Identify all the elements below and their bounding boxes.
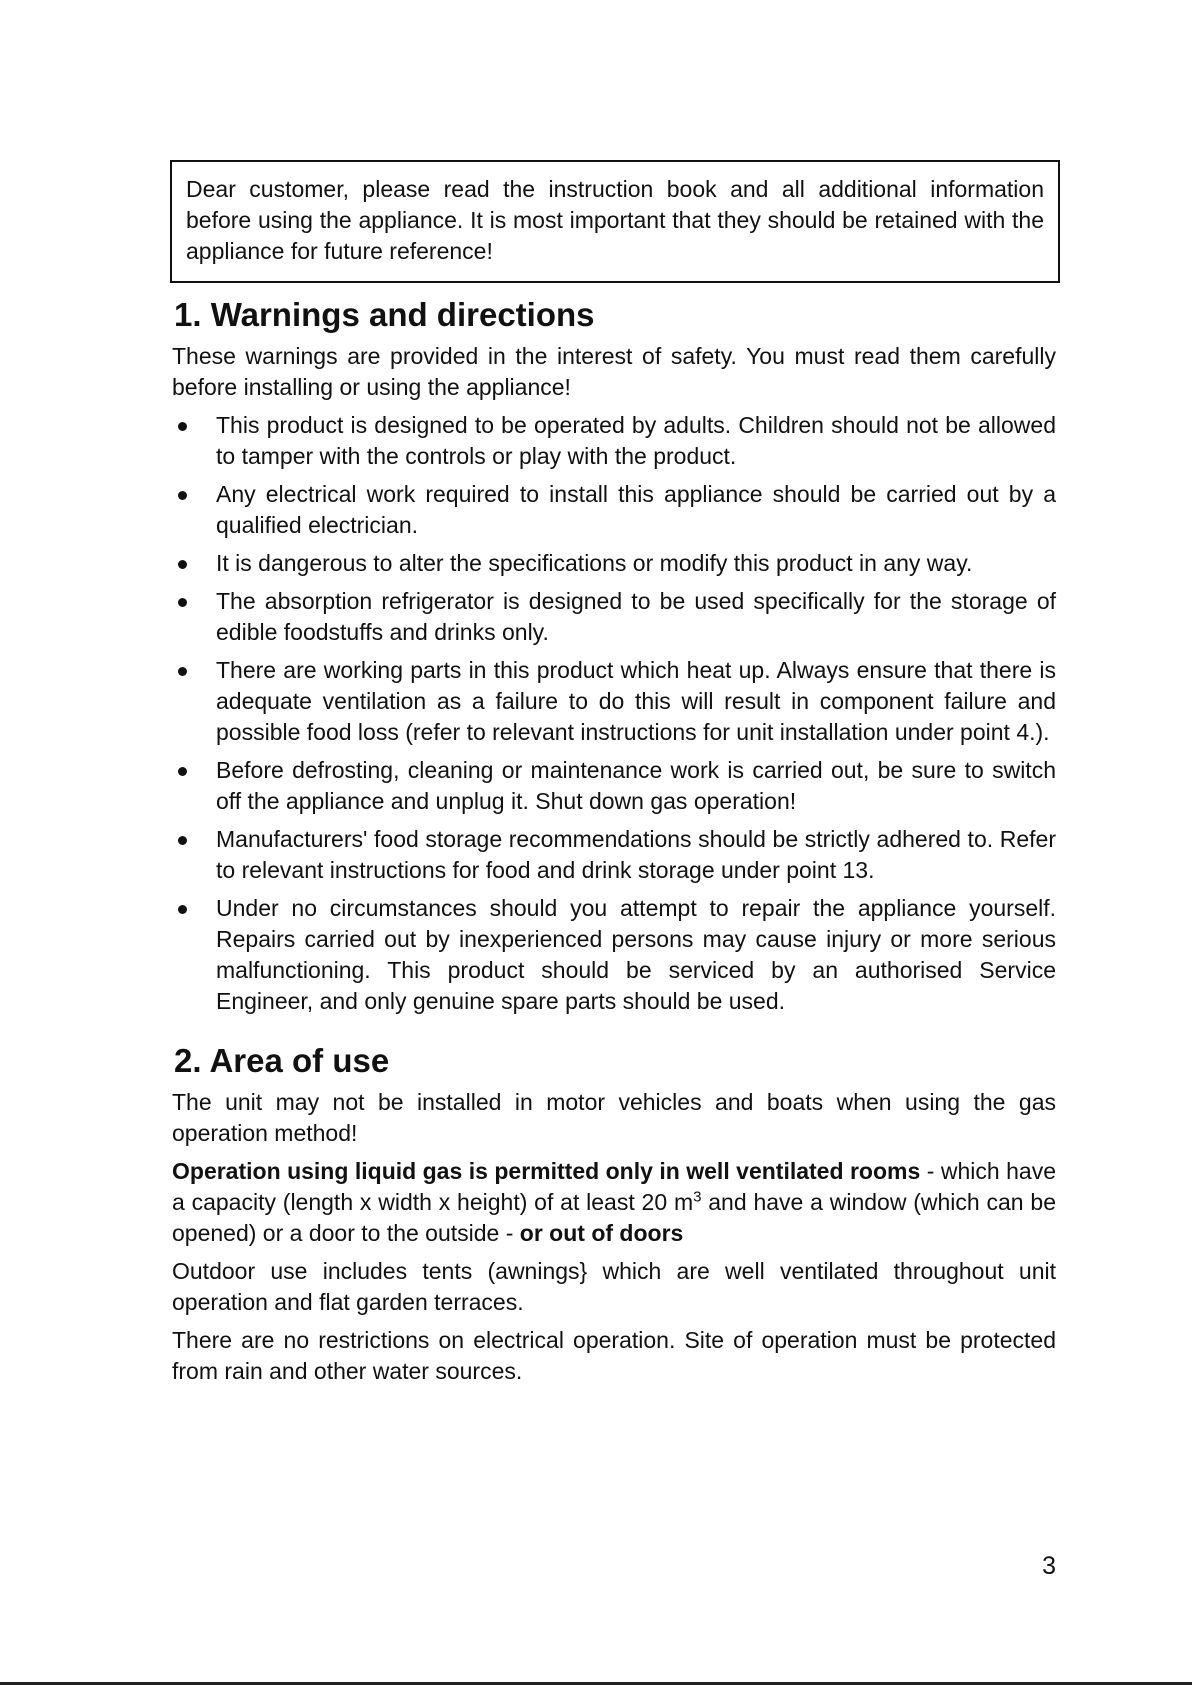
warning-item [172,586,1056,648]
window-text: and have a window (which can be opened) or a door to the outside - [172,1189,1056,1246]
cubic-superscript: 3 [693,1188,702,1206]
warning-item [172,893,1056,1017]
section2-heading: 2. Area of use [174,1042,390,1079]
warnings-list [172,410,1056,1017]
out-of-doors-bold: or out of doors [519,1220,684,1246]
bullet-icon [178,491,187,500]
section2-paragraph-2 [172,1156,1056,1249]
warning-text: This product is designed to be operated by adults. Children should not be allowed to tamper with the controls or play with the product. [216,412,1056,469]
warning-item [172,548,1056,579]
warning-text: There are working parts in this product which heat up. Always ensure that there is adequate ventilation as a failure to do this will result in component failure and possible food loss (refer to relevant instructions for unit installation under point 4.). [216,657,1056,745]
page-number: 3 [1042,1552,1056,1580]
bullet-icon [178,836,187,845]
customer-notice-box [170,160,1060,283]
warning-item [172,410,1056,472]
customer-notice-text: Dear customer, please read the instruction book and all additional information before using the appliance. It is most important that they should be retained with the appliance for future reference! [186,176,1044,264]
warning-text: Under no circumstances should you attempt to repair the appliance yourself. Repairs carried out by inexperienced persons may cause injury or more serious malfunctioning. This product should be serviced by an authorised Service Engineer, and only genuine spare parts should be used. [216,895,1056,1014]
gas-permission-bold: Operation using liquid gas is permitted only in well ventilated rooms [172,1158,921,1184]
section2-paragraph-3: Outdoor use includes tents (awnings} which are well ventilated throughout unit operation and flat garden terraces. [172,1258,1056,1315]
bullet-icon [178,560,187,569]
warning-text: It is dangerous to alter the specifications or modify this product in any way. [216,550,973,576]
capacity-text: - which have a capacity (length x width x height) of at least 20 m [172,1158,1056,1215]
warning-item [172,655,1056,748]
warning-item [172,479,1056,541]
section1-heading: 1. Warnings and directions [174,296,595,333]
warning-text: Any electrical work required to install this appliance should be carried out by a qualified electrician. [216,481,1056,538]
bullet-icon [178,598,187,607]
bullet-icon [178,905,187,914]
warning-text: Manufacturers' food storage recommendations should be strictly adhered to. Refer to relevant instructions for food and drink storage under point 13. [216,826,1056,883]
bullet-icon [178,667,187,676]
section2-paragraph-4: There are no restrictions on electrical operation. Site of operation must be protected from rain and other water sources. [172,1327,1056,1384]
manual-page [172,160,1056,1394]
bullet-icon [178,767,187,776]
section1-intro: These warnings are provided in the interest of safety. You must read them carefully before installing or using the appliance! [172,343,1056,400]
warning-item [172,824,1056,886]
warning-item [172,755,1056,817]
bullet-icon [178,422,187,431]
warning-text: Before defrosting, cleaning or maintenance work is carried out, be sure to switch off the appliance and unplug it. Shut down gas operation! [216,757,1056,814]
section2-paragraph-1: The unit may not be installed in motor vehicles and boats when using the gas operation method! [172,1089,1056,1146]
warning-text: The absorption refrigerator is designed to be used specifically for the storage of edible foodstuffs and drinks only. [216,588,1056,645]
